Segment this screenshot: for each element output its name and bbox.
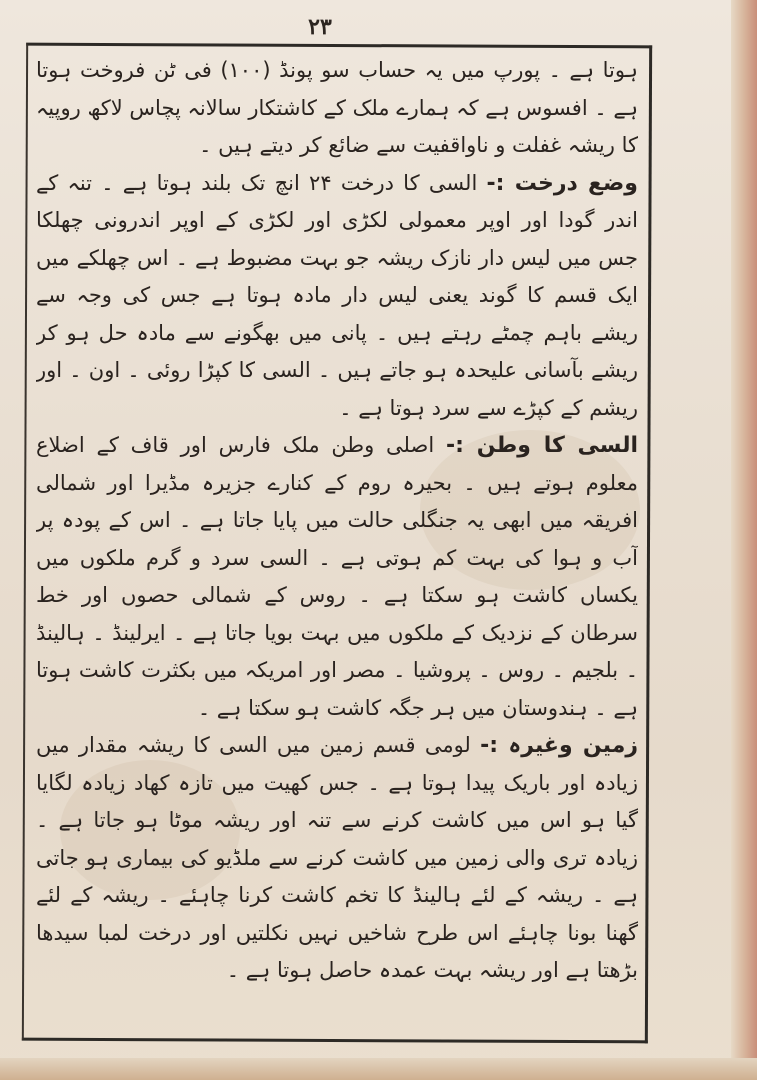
- paragraph-1: [36, 52, 638, 165]
- section-heading-origin: السی کا وطن :-: [446, 433, 638, 458]
- page-edge-shadow: [731, 0, 757, 1080]
- body-text: [36, 52, 638, 1037]
- section-heading-soil: زمین وغیرہ :-: [480, 733, 638, 758]
- section-heading-tree-form: وضع درخت :-: [486, 170, 638, 196]
- paragraph-4: [36, 727, 638, 990]
- paragraph-text: ہوتا ہے ۔ پورپ میں یہ حساب سو پونڈ (۱۰۰) فی ٹن فروخت ہوتا ہے ۔ افسوس ہے کہ ہمارے ملک کے کاشتکار سالانہ پچاس لاکھ روپیہ کا ریشہ غفلت و ناواقفیت سے ضائع کر دیتے ہیں ۔: [36, 58, 638, 157]
- paragraph-2: [36, 165, 638, 428]
- paragraph-text: اصلی وطن ملک فارس اور قاف کے اضلاع معلوم ہوتے ہیں ۔ بحیرہ روم کے کنارے جزیرہ مڈیرا اور شمالی افریقہ میں ابھی یہ جنگلی حالت میں پایا جاتا ہے ۔ اس کے پودہ پر آب و ہوا کی بہت کم ہوتی ہے ۔ السی سرد و گرم ملکوں میں یکساں کاشت ہو سکتا ہے ۔ روس کے شمالی حصوں اور خط سرطان کے نزدیک کے ملکوں میں بہت بویا جاتا ہے ۔ ایرلینڈ ۔ ہالینڈ ۔ بلجیم ۔ روس ۔ پروشیا ۔ مصر اور امریکہ میں بکثرت کاشت ہوتا ہے ۔ ہندوستان میں ہر جگہ کاشت ہو سکتا ہے ۔: [36, 433, 638, 720]
- paragraph-3: [36, 427, 638, 727]
- paragraph-text: لومی قسم زمین میں السی کا ریشہ مقدار میں زیادہ اور باریک پیدا ہوتا ہے ۔ جس کھیت میں تازہ کھاد زیادہ لگایا گیا ہو اس میں کاشت کرنے سے تنہ اور ریشہ موٹا ہو جاتا ہے ۔ زیادہ تری والی زمین میں کاشت کرنے سے ملڈیو کی بیماری ہو جاتی ہے ۔ ریشہ کے لئے ہالینڈ کا تخم کاشت کرنا چاہئے ۔ ریشہ کے لئے گھنا بونا چاہئے اس طرح شاخیں نہیں نکلتیں اور درخت لمبا سیدھا بڑھتا ہے اور ریشہ بہت عمدہ حاصل ہوتا ہے ۔: [36, 733, 638, 982]
- page-bottom-edge: [0, 1058, 757, 1080]
- paragraph-text: السی کا درخت ۲۴ انچ تک بلند ہوتا ہے ۔ تنہ کے اندر گودا اور اوپر معمولی لکڑی اور لکڑی کے اوپر اندرونی چھلکا جس میں لیس دار نازک ریشہ جو بہت مضبوط ہے ۔ اس چھلکے میں ایک قسم کا گوند یعنی لیس دار مادہ ہوتا ہے جس کی وجہ سے ریشے باہم چمٹے رہتے ہیں ۔ پانی میں بھگونے سے مادہ حل ہو کر ریشے بآسانی علیحدہ ہو جاتے ہیں ۔ السی کا کپڑا روئی ۔ اون ۔ اور ریشم کے کپڑے سے سرد ہوتا ہے ۔: [36, 170, 638, 420]
- page-number: ۲۳: [308, 14, 332, 40]
